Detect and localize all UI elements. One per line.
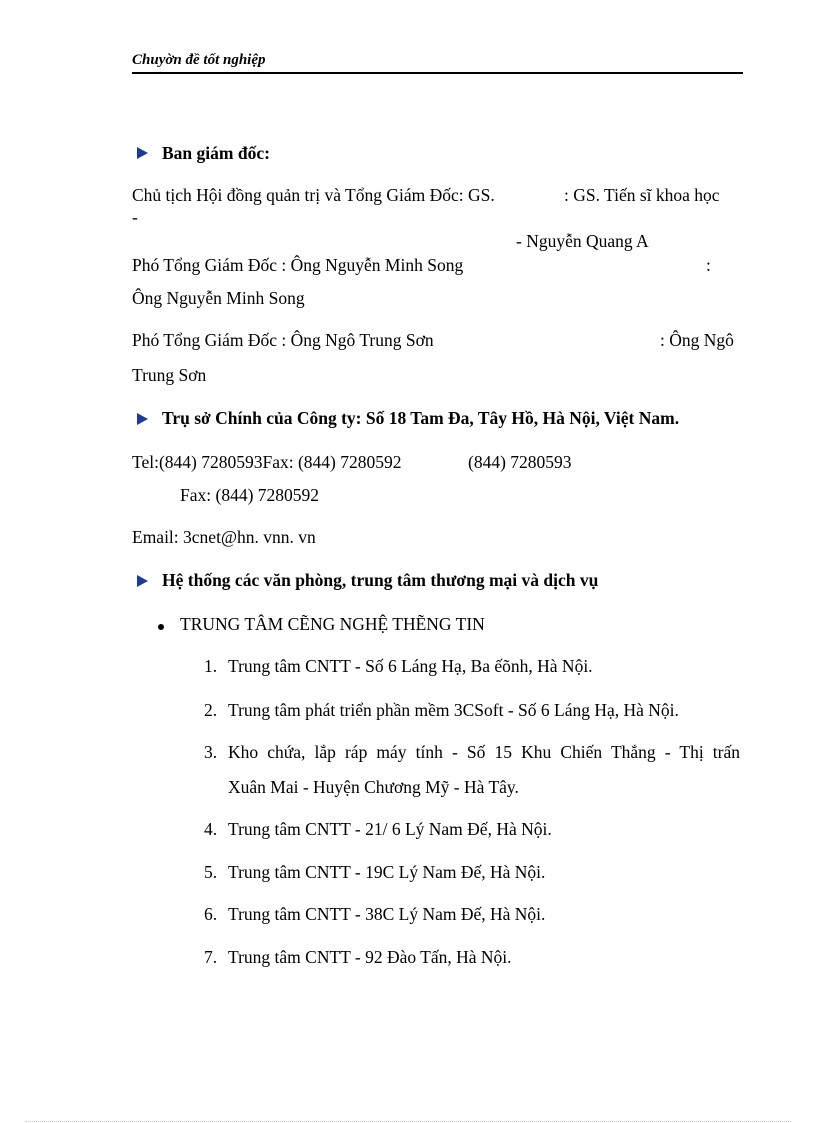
list-item: Trung tâm phát triển phần mềm 3CSoft - Số 6 Láng Hạ, Hà Nội. bbox=[228, 700, 679, 720]
list-item-number: 4. bbox=[204, 819, 218, 839]
arrow-bullet-icon bbox=[137, 147, 148, 159]
header-rule bbox=[132, 72, 743, 74]
vice-director-1-line: Phó Tổng Giám Đốc : Ông Nguyễn Minh Song bbox=[132, 255, 464, 275]
list-item-number: 2. bbox=[204, 700, 218, 720]
chairman-name: - Nguyễn Quang A bbox=[516, 231, 649, 251]
list-item-number: 3. bbox=[204, 742, 218, 762]
page-header-title: Chuyờn đề tốt nghiệp bbox=[132, 52, 266, 68]
list-item: Trung tâm CNTT - 19C Lý Nam Đế, Hà Nội. bbox=[228, 862, 546, 882]
list-item: Trung tâm CNTT - 92 Đào Tấn, Hà Nội. bbox=[228, 947, 512, 967]
list-item-number: 1. bbox=[204, 656, 218, 676]
vice-director-1-colon: : bbox=[706, 255, 711, 275]
tel-line: Tel:(844) 7280593Fax: (844) 7280592 bbox=[132, 452, 402, 472]
list-item-number: 7. bbox=[204, 947, 218, 967]
arrow-bullet-icon bbox=[137, 575, 148, 587]
vice-director-1-wrap: Ông Nguyễn Minh Song bbox=[132, 288, 305, 308]
offices-bullet-title: TRUNG TÂM CẼNG NGHỆ THẼNG TIN bbox=[180, 614, 485, 634]
chairman-title: : GS. Tiến sĩ khoa học bbox=[564, 185, 720, 205]
email-line: Email: 3cnet@hn. vnn. vn bbox=[132, 527, 316, 547]
chairman-dash: - bbox=[132, 207, 138, 227]
list-item: Trung tâm CNTT - 38C Lý Nam Đế, Hà Nội. bbox=[228, 904, 546, 924]
list-item: Trung tâm CNTT - 21/ 6 Lý Nam Đế, Hà Nội. bbox=[228, 819, 552, 839]
list-item: Trung tâm CNTT - Số 6 Láng Hạ, Ba ếõnh, Hà Nội. bbox=[228, 656, 593, 676]
list-item-number: 5. bbox=[204, 862, 218, 882]
vice-director-2-wrap: Trung Sơn bbox=[132, 365, 207, 385]
offices-heading: Hệ thống các văn phòng, trung tâm thương mại và dịch vụ bbox=[162, 570, 599, 590]
vice-director-2-line: Phó Tổng Giám Đốc : Ông Ngô Trung Sơn bbox=[132, 330, 434, 350]
fax-line: Fax: (844) 7280592 bbox=[180, 485, 320, 505]
vice-director-2-right: : Ông Ngô bbox=[660, 330, 734, 350]
chairman-line: Chủ tịch Hội đồng quản trị và Tổng Giám Đốc: GS. bbox=[132, 185, 495, 205]
bullet-dot-icon bbox=[158, 624, 164, 630]
tel-right: (844) 7280593 bbox=[468, 452, 572, 472]
list-item: Kho chứa, lắp ráp máy tính - Số 15 Khu Chiến Thắng - Thị trấn bbox=[228, 742, 740, 762]
board-heading: Ban giám đốc: bbox=[162, 143, 270, 163]
arrow-bullet-icon bbox=[137, 413, 148, 425]
hq-heading: Trụ sở Chính của Công ty: Số 18 Tam Đa, Tây Hồ, Hà Nội, Việt Nam. bbox=[162, 408, 680, 428]
list-item-continuation: Xuân Mai - Huyện Chương Mỹ - Hà Tây. bbox=[228, 777, 519, 797]
list-item-number: 6. bbox=[204, 904, 218, 924]
page-bottom-rule bbox=[25, 1121, 791, 1122]
